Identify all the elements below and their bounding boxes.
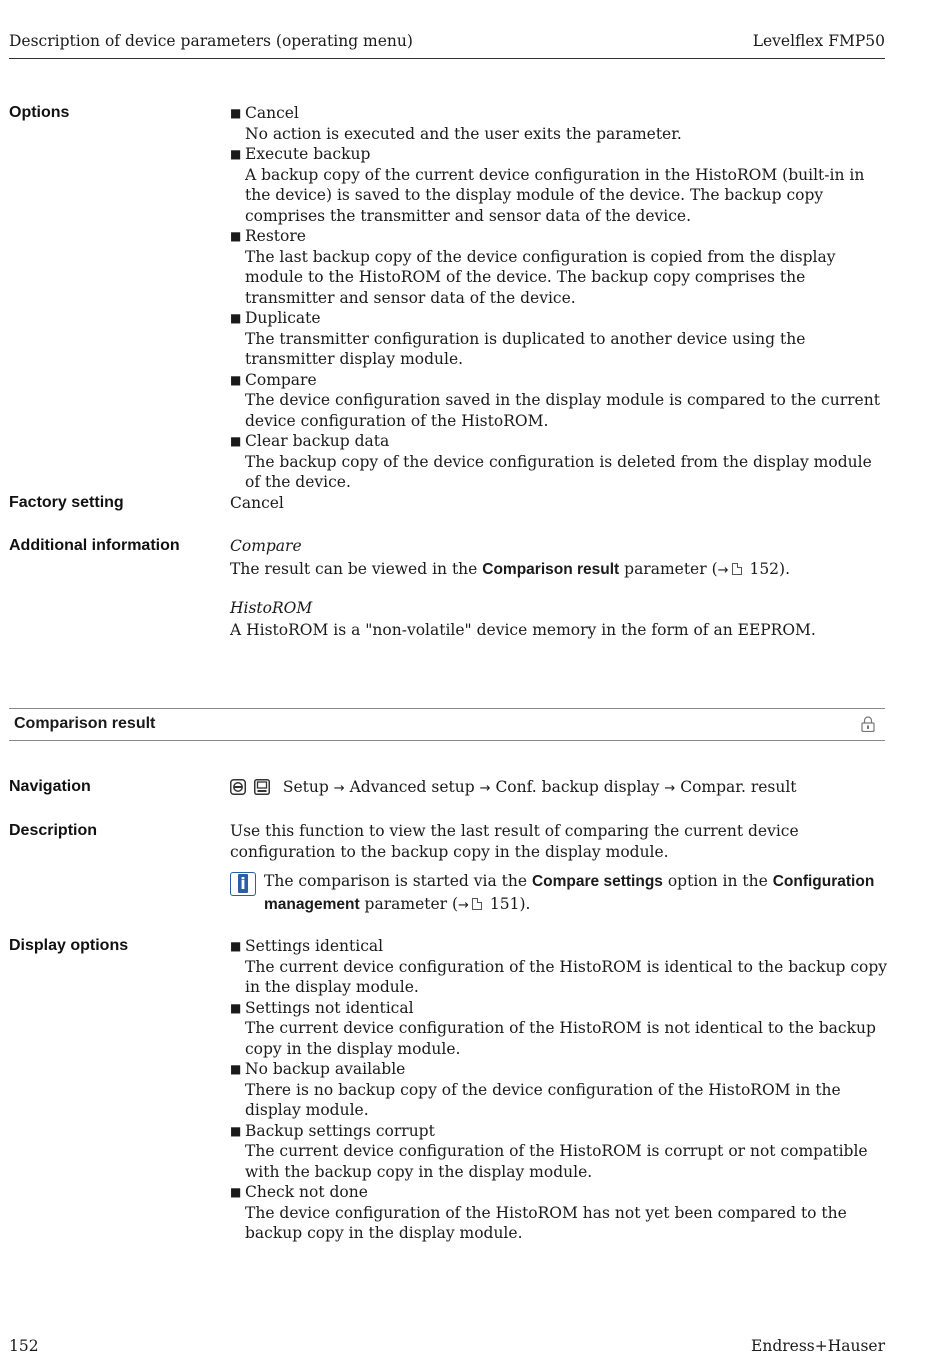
- display-options-label: Display options: [9, 937, 129, 954]
- description-label: Description: [9, 822, 98, 839]
- header-product: Levelflex FMP50: [752, 32, 885, 50]
- additional-info-label: Additional information: [9, 537, 180, 554]
- options-label: Options: [9, 104, 70, 121]
- navigation-label: Navigation: [9, 778, 91, 795]
- description-block: [230, 821, 888, 917]
- section-title: Comparison result: [14, 715, 156, 732]
- info-note: i The comparison is started via the Compare settings option in the Configuration management parameter (→ 151).: [230, 870, 888, 917]
- footer-brand: Endress+Hauser: [751, 1337, 885, 1355]
- page-reference-icon: [732, 563, 742, 575]
- option-item: ■ Cancel No action is executed and the user exits the parameter.: [230, 104, 682, 143]
- factory-setting-value: Cancel: [230, 494, 284, 512]
- display-options-list: [230, 936, 888, 1244]
- nav-step: Advanced setup: [349, 778, 475, 796]
- display-option-item: ■ Settings not identical The current device configuration of the HistoROM is not identical to the backup copy in the display module.: [230, 998, 876, 1058]
- historom-heading: HistoROM: [230, 599, 313, 617]
- expert-menu-icon: [230, 779, 246, 795]
- page-number: 152: [9, 1337, 39, 1355]
- comparison-result-link: Comparison result: [482, 560, 620, 578]
- arrow-icon: →: [333, 781, 345, 796]
- arrow-icon: →: [458, 898, 469, 913]
- option-item: ■ Compare The device configuration saved in the display module is compared to the current device configuration of the HistoROM.: [230, 370, 880, 430]
- factory-setting-label: Factory setting: [9, 494, 124, 511]
- navigation-path: [230, 777, 888, 800]
- option-item: ■ Restore The last backup copy of the device configuration is copied from the display module to the HistoROM of the device. The backup copy comprises the transmitter and sensor data of the device.: [230, 227, 836, 307]
- display-option-item: ■ Settings identical The current device configuration of the HistoROM is identical to the backup copy in the display module.: [230, 937, 888, 996]
- additional-info: [230, 536, 888, 640]
- display-option-item: ■ Backup settings corrupt The current device configuration of the HistoROM is corrupt or not compatible with the backup copy in the display module.: [230, 1121, 868, 1181]
- nav-step: Setup: [282, 778, 329, 796]
- lock-icon: [861, 716, 875, 732]
- options-list: [230, 103, 888, 493]
- page-header: [9, 31, 885, 59]
- header-title: Description of device parameters (operating menu): [9, 32, 413, 50]
- description-text: Use this function to view the last result of comparing the current device configuration to the backup copy in the display module.: [230, 822, 799, 861]
- arrow-icon: →: [479, 781, 491, 796]
- option-item: ■ Clear backup data The backup copy of the device configuration is deleted from the display module of the device.: [230, 432, 872, 491]
- page-reference-icon: [472, 898, 482, 910]
- nav-step: Compar. result: [680, 778, 797, 796]
- display-option-item: ■ No backup available There is no backup copy of the device configuration of the HistoROM in the display module.: [230, 1060, 841, 1119]
- nav-step: Conf. backup display: [495, 778, 660, 796]
- option-item: ■ Execute backup A backup copy of the current device configuration in the HistoROM (built-in in the device) is saved to the display module of the device. The backup copy comprises the transmitter and sensor data of the device.: [230, 145, 865, 225]
- compare-heading: Compare: [230, 537, 302, 555]
- section-header: [9, 708, 885, 741]
- arrow-icon: →: [664, 781, 676, 796]
- info-icon: [230, 872, 256, 896]
- display-menu-icon: [254, 779, 270, 795]
- arrow-icon: →: [717, 562, 729, 578]
- option-item: ■ Duplicate The transmitter configuration is duplicated to another device using the transmitter display module.: [230, 309, 806, 368]
- historom-text: A HistoROM is a "non-volatile" device memory in the form of an EEPROM.: [230, 620, 816, 639]
- display-option-item: ■ Check not done The device configuration of the HistoROM has not yet been compared to the backup copy in the display module.: [230, 1183, 847, 1242]
- compare-text: The result can be viewed in the Comparison result parameter (→ 152).: [230, 559, 791, 578]
